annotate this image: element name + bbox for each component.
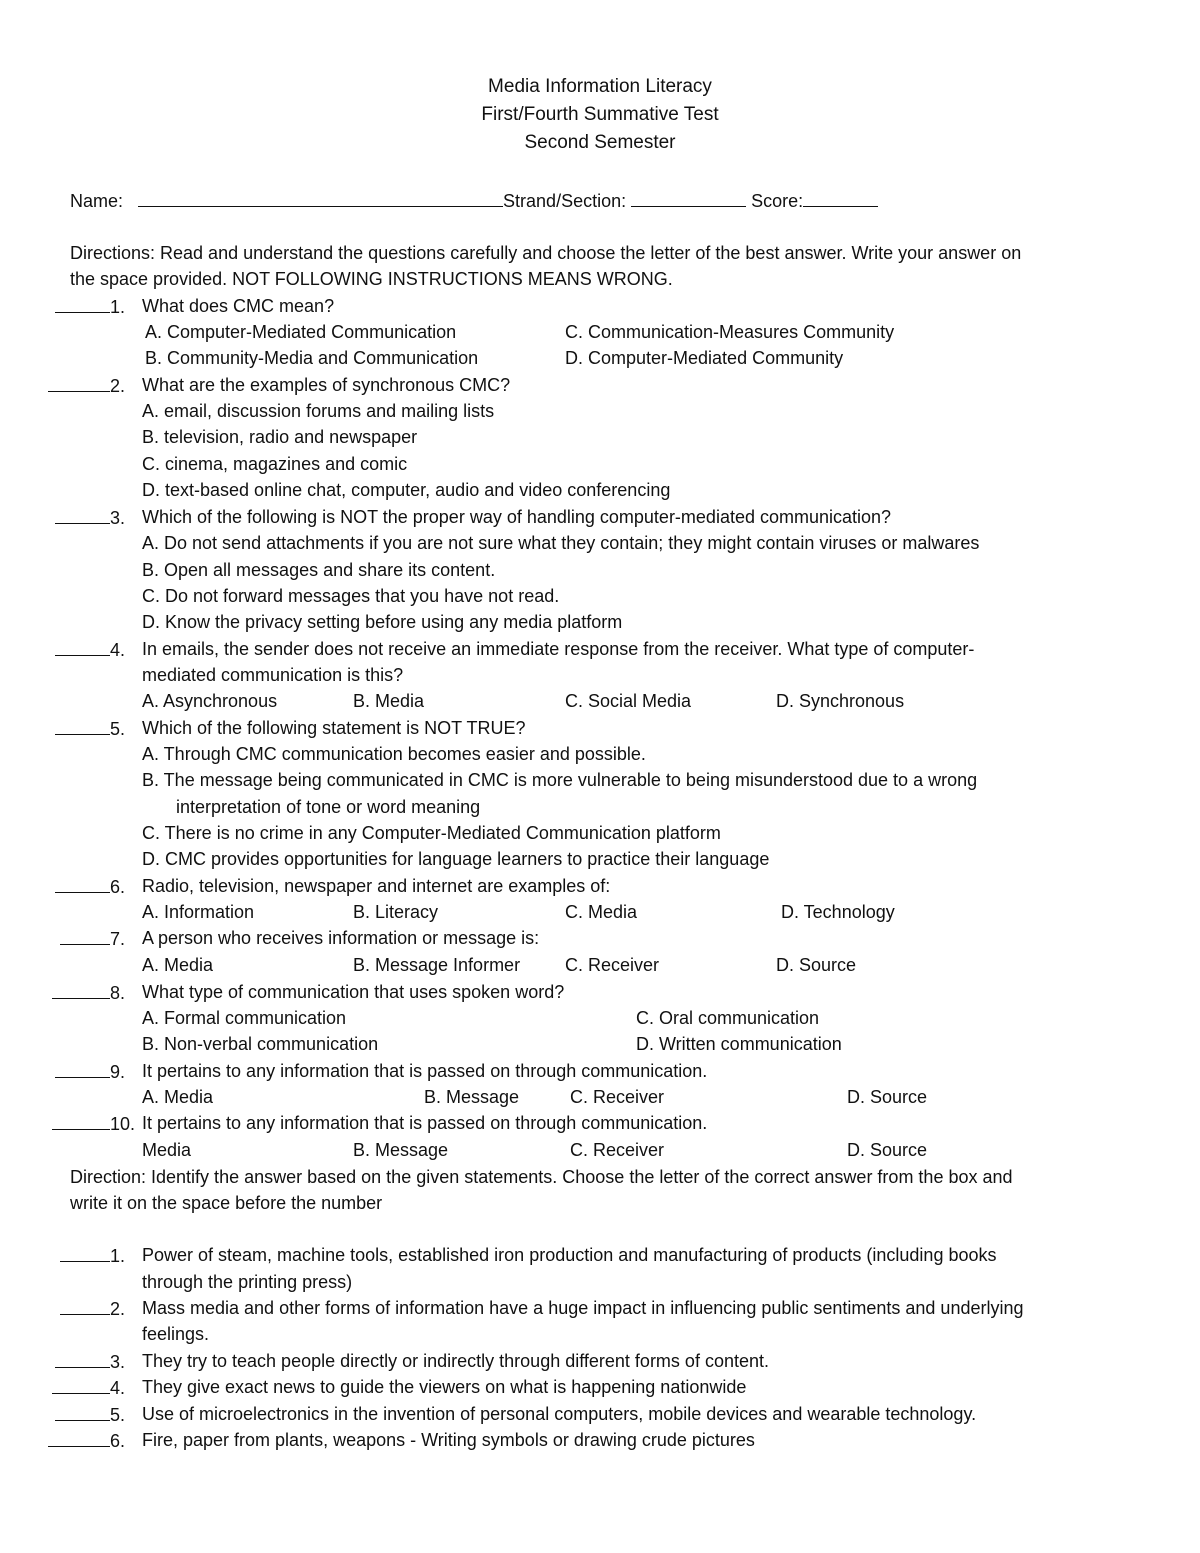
score-blank[interactable]: [803, 189, 878, 207]
answer-blank[interactable]: [55, 875, 110, 893]
statement-5: Use of microelectronics in the invention of personal computers, mobile devices and wearable technology.: [142, 1404, 977, 1424]
option-5d: D. CMC provides opportunities for language learners to practice their language: [142, 849, 770, 869]
answer-blank[interactable]: [52, 981, 110, 999]
statement-2-line-1: Mass media and other forms of information have a huge impact in influencing public sentiments and underlying: [142, 1298, 1024, 1318]
name-field[interactable]: [70, 189, 878, 212]
option-5b-line-1: B. The message being communicated in CMC is more vulnerable to being misunderstood due to a wrong: [142, 770, 978, 790]
question-2: What are the examples of synchronous CMC?: [142, 375, 511, 395]
answer-line-q7[interactable]: 7.: [60, 927, 125, 950]
question-4-line-2: mediated communication is this?: [142, 665, 404, 685]
statement-4: They give exact news to guide the viewers on what is happening nationwide: [142, 1377, 747, 1397]
answer-line-q10[interactable]: 10.: [52, 1112, 135, 1135]
answer-line-q1[interactable]: 1.: [55, 295, 125, 318]
option-1a: A. Computer-Mediated Communication: [145, 322, 457, 342]
answer-blank[interactable]: [52, 1112, 110, 1130]
answer-line-q2[interactable]: 2.: [48, 374, 125, 397]
option-8d: D. Written communication: [636, 1034, 842, 1054]
answer-line-p2-1[interactable]: 1.: [60, 1244, 125, 1267]
option-2b: B. television, radio and newspaper: [142, 427, 418, 447]
option-9b: B. Message: [424, 1087, 520, 1107]
question-3: Which of the following is NOT the proper way of handling computer-mediated communication?: [142, 507, 892, 527]
strand-blank[interactable]: [631, 189, 746, 207]
option-10a: Media: [142, 1140, 192, 1160]
answer-blank[interactable]: [55, 295, 110, 313]
option-9d: D. Source: [847, 1087, 928, 1107]
strand-label: Strand/Section:: [503, 191, 627, 211]
answer-line-q4[interactable]: 4.: [55, 638, 125, 661]
directions-text-2: the space provided. NOT FOLLOWING INSTRUCTIONS MEANS WRONG.: [70, 269, 673, 289]
question-8: What type of communication that uses spoken word?: [142, 982, 565, 1002]
option-4c: C. Social Media: [565, 691, 692, 711]
option-7b: B. Message Informer: [353, 955, 521, 975]
option-3d: D. Know the privacy setting before using any media platform: [142, 612, 623, 632]
option-1b: B. Community-Media and Communication: [145, 348, 479, 368]
option-8a: A. Formal communication: [142, 1008, 347, 1028]
option-5a: A. Through CMC communication becomes easier and possible.: [142, 744, 646, 764]
option-6c: C. Media: [565, 902, 638, 922]
option-10b: B. Message: [353, 1140, 449, 1160]
part2-direction-2: write it on the space before the number: [70, 1193, 383, 1213]
option-7c: C. Receiver: [565, 955, 660, 975]
statement-6: Fire, paper from plants, weapons - Writing symbols or drawing crude pictures: [142, 1430, 755, 1450]
part2-direction-1: Direction: Identify the answer based on the given statements. Choose the letter of the correct answer from the box and: [70, 1167, 1013, 1187]
option-9c: C. Receiver: [570, 1087, 665, 1107]
option-6b: B. Literacy: [353, 902, 439, 922]
option-2c: C. cinema, magazines and comic: [142, 454, 408, 474]
answer-blank[interactable]: [55, 638, 110, 656]
answer-line-q3[interactable]: 3.: [55, 506, 125, 529]
answer-line-p2-4[interactable]: 4.: [52, 1376, 125, 1399]
option-4d: D. Synchronous: [776, 691, 905, 711]
option-6a: A. Information: [142, 902, 255, 922]
score-label: Score:: [751, 191, 804, 211]
option-3a: A. Do not send attachments if you are not sure what they contain; they might contain viruses or malwares: [142, 533, 980, 553]
statement-1-line-1: Power of steam, machine tools, established iron production and manufacturing of products (including books: [142, 1245, 997, 1265]
option-5b-line-2: interpretation of tone or word meaning: [176, 797, 481, 817]
question-1: What does CMC mean?: [142, 296, 335, 316]
option-8c: C. Oral communication: [636, 1008, 820, 1028]
statement-1-line-2: through the printing press): [142, 1272, 353, 1292]
answer-line-p2-2[interactable]: 2.: [60, 1297, 125, 1320]
answer-blank[interactable]: [60, 1244, 110, 1262]
option-3c: C. Do not forward messages that you have not read.: [142, 586, 560, 606]
option-9a: A. Media: [142, 1087, 214, 1107]
question-7: A person who receives information or message is:: [142, 928, 540, 948]
name-blank[interactable]: [138, 189, 503, 207]
option-2a: A. email, discussion forums and mailing lists: [142, 401, 495, 421]
answer-line-q8[interactable]: 8.: [52, 981, 125, 1004]
option-1c: C. Communication-Measures Community: [565, 322, 895, 342]
option-6d: D. Technology: [781, 902, 895, 922]
option-8b: B. Non-verbal communication: [142, 1034, 379, 1054]
answer-line-q9[interactable]: 9.: [55, 1060, 125, 1083]
answer-line-p2-3[interactable]: 3.: [55, 1350, 125, 1373]
option-5c: C. There is no crime in any Computer-Mediated Communication platform: [142, 823, 721, 843]
option-4b: B. Media: [353, 691, 425, 711]
page-subtitle: First/Fourth Summative Test: [481, 104, 719, 125]
answer-line-q5[interactable]: 5.: [55, 717, 125, 740]
name-label: Name:: [70, 191, 124, 211]
option-2d: D. text-based online chat, computer, audio and video conferencing: [142, 480, 671, 500]
question-9: It pertains to any information that is passed on through communication.: [142, 1061, 708, 1081]
answer-blank[interactable]: [48, 1429, 110, 1447]
question-10: It pertains to any information that is passed on through communication.: [142, 1113, 708, 1133]
answer-blank[interactable]: [48, 374, 110, 392]
answer-blank[interactable]: [55, 1403, 110, 1421]
question-4-line-1: In emails, the sender does not receive an immediate response from the receiver. What type of computer-: [142, 639, 975, 659]
answer-blank[interactable]: [52, 1376, 110, 1394]
answer-blank[interactable]: [60, 1297, 110, 1315]
answer-blank[interactable]: [55, 1060, 110, 1078]
option-7d: D. Source: [776, 955, 857, 975]
option-10d: D. Source: [847, 1140, 928, 1160]
option-1d: D. Computer-Mediated Community: [565, 348, 844, 368]
answer-blank[interactable]: [55, 717, 110, 735]
answer-line-p2-6[interactable]: 6.: [48, 1429, 125, 1452]
option-3b: B. Open all messages and share its content.: [142, 560, 496, 580]
page-title: Media Information Literacy: [488, 76, 712, 97]
answer-blank[interactable]: [55, 1350, 110, 1368]
option-7a: A. Media: [142, 955, 214, 975]
question-5: Which of the following statement is NOT TRUE?: [142, 718, 526, 738]
option-10c: C. Receiver: [570, 1140, 665, 1160]
question-6: Radio, television, newspaper and internet are examples of:: [142, 876, 611, 896]
answer-line-p2-5[interactable]: 5.: [55, 1403, 125, 1426]
statement-2-line-2: feelings.: [142, 1324, 210, 1344]
option-4a: A. Asynchronous: [142, 691, 278, 711]
statement-3: They try to teach people directly or indirectly through different forms of content.: [142, 1351, 769, 1371]
semester-label: Second Semester: [524, 132, 676, 153]
answer-blank[interactable]: [55, 506, 110, 524]
answer-blank[interactable]: [60, 927, 110, 945]
directions-text-1: Directions: Read and understand the questions carefully and choose the letter of the best answer. Write your answer on: [70, 243, 1022, 263]
answer-line-q6[interactable]: 6.: [55, 875, 125, 898]
